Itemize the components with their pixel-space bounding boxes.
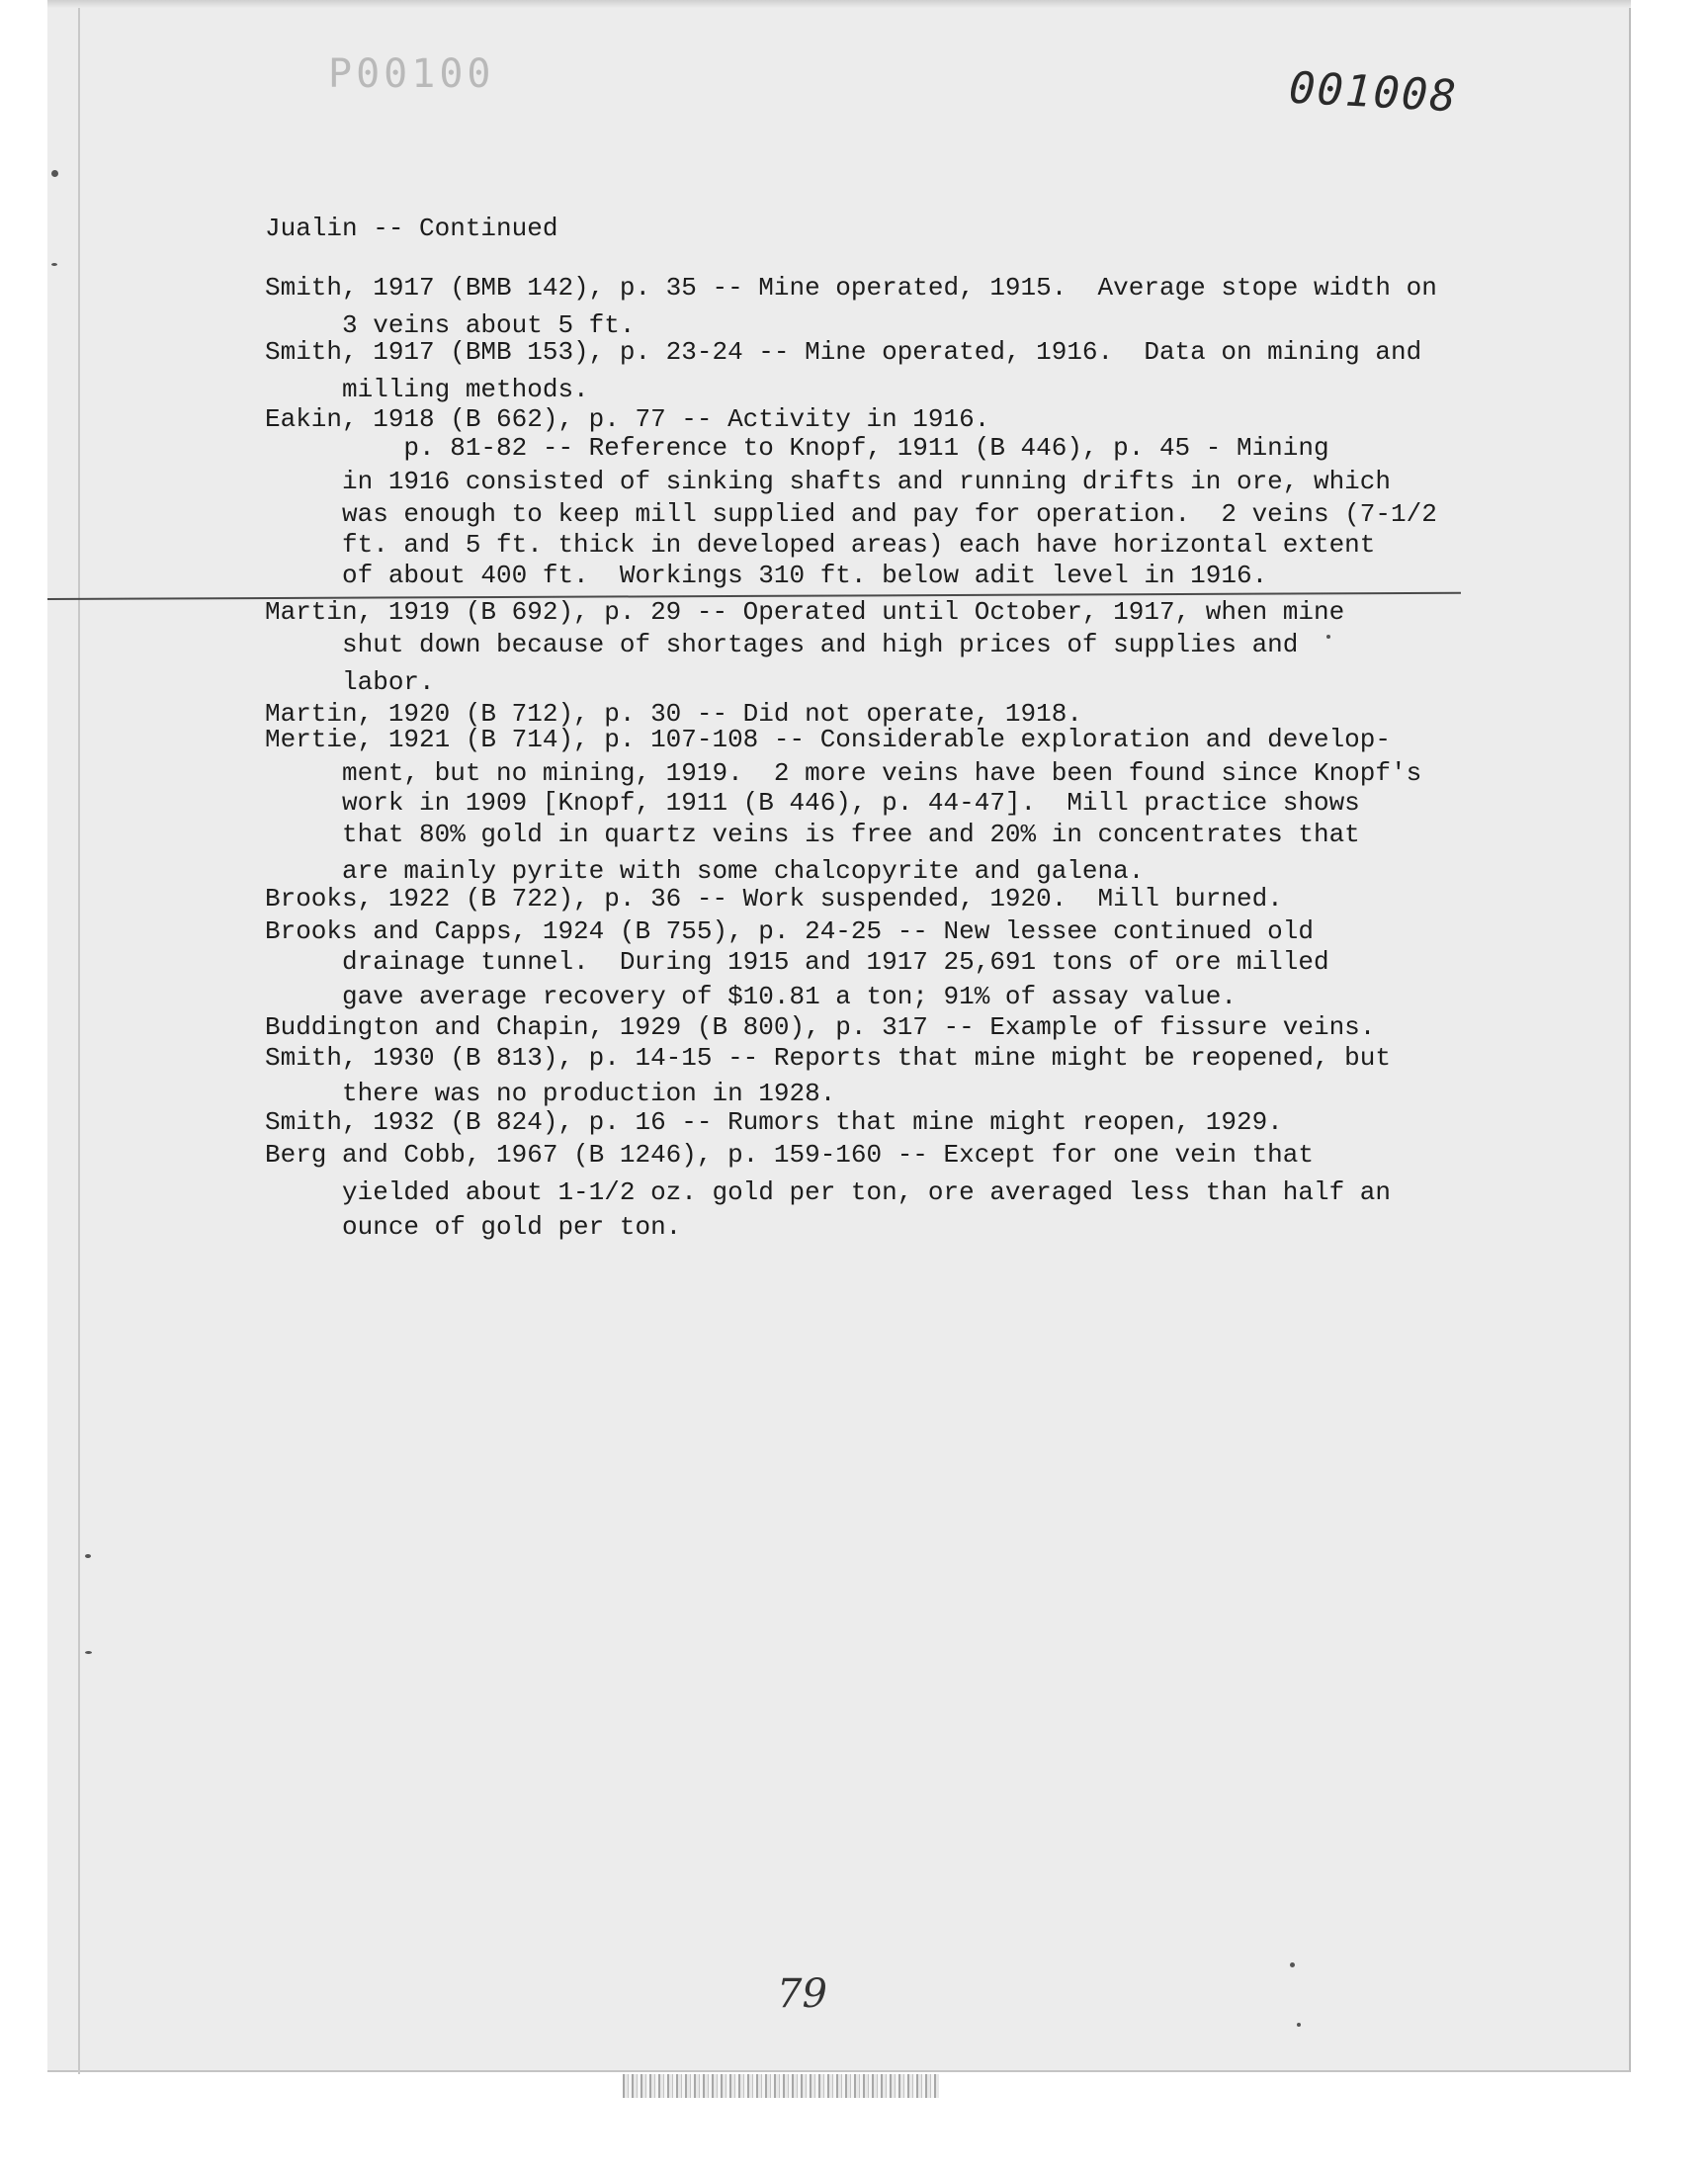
text-line: Brooks, 1922 (B 722), p. 36 -- Work suspended, 1920. Mill burned. xyxy=(265,884,1283,914)
scan-artifact-strip xyxy=(623,2074,939,2098)
scan-speck xyxy=(85,1554,91,1558)
text-line: Smith, 1930 (B 813), p. 14-15 -- Reports that mine might be reopened, but xyxy=(265,1043,1391,1073)
text-line: labor. xyxy=(265,667,435,697)
scan-speck xyxy=(1290,1962,1295,1967)
text-line: in 1916 consisted of sinking shafts and running drifts in ore, which xyxy=(265,467,1391,496)
text-line: ounce of gold per ton. xyxy=(265,1212,682,1242)
text-line: Martin, 1920 (B 712), p. 30 -- Did not operate, 1918. xyxy=(265,699,1082,729)
left-margin-rule xyxy=(78,8,80,2074)
text-line: Smith, 1932 (B 824), p. 16 -- Rumors that mine might reopen, 1929. xyxy=(265,1107,1283,1137)
page-number: 79 xyxy=(777,1971,827,2017)
scan-speck xyxy=(1326,635,1330,639)
section-heading: Jualin -- Continued xyxy=(265,214,558,243)
scan-speck xyxy=(85,1651,92,1654)
text-line: shut down because of shortages and high prices of supplies and xyxy=(265,630,1299,659)
text-line: gave average recovery of $10.81 a ton; 91% of assay value. xyxy=(265,982,1237,1011)
scan-speck xyxy=(51,170,58,177)
text-line: Brooks and Capps, 1924 (B 755), p. 24-25 -- New lessee continued old xyxy=(265,916,1314,946)
text-line: of about 400 ft. Workings 310 ft. below adit level in 1916. xyxy=(265,561,1268,590)
text-line: ment, but no mining, 1919. 2 more veins have been found since Knopf's xyxy=(265,758,1422,788)
text-line: 3 veins about 5 ft. xyxy=(265,310,636,340)
scan-speck xyxy=(1297,2023,1301,2027)
text-line: are mainly pyrite with some chalcopyrite and galena. xyxy=(265,856,1145,886)
text-line: there was no production in 1928. xyxy=(265,1079,836,1108)
text-line: Eakin, 1918 (B 662), p. 77 -- Activity in 1916. xyxy=(265,404,990,434)
text-line: was enough to keep mill supplied and pay for operation. 2 veins (7-1/2 xyxy=(265,499,1437,529)
text-line: ft. and 5 ft. thick in developed areas) each have horizontal extent xyxy=(265,530,1376,560)
stamp-top-right: 001008 xyxy=(1287,62,1460,123)
page-top-edge xyxy=(47,0,1631,8)
text-line: Mertie, 1921 (B 714), p. 107-108 -- Considerable exploration and develop- xyxy=(265,725,1391,754)
text-line: Martin, 1919 (B 692), p. 29 -- Operated until October, 1917, when mine xyxy=(265,597,1345,627)
scan-speck xyxy=(51,263,57,266)
text-line: drainage tunnel. During 1915 and 1917 25,691 tons of ore milled xyxy=(265,947,1329,977)
text-line: Berg and Cobb, 1967 (B 1246), p. 159-160 -- Except for one vein that xyxy=(265,1140,1314,1170)
text-line: yielded about 1-1/2 oz. gold per ton, ore averaged less than half an xyxy=(265,1177,1391,1207)
stamp-top-left: P00100 xyxy=(328,51,495,97)
text-line: work in 1909 [Knopf, 1911 (B 446), p. 44-47]. Mill practice shows xyxy=(265,788,1360,818)
text-line: that 80% gold in quartz veins is free and 20% in concentrates that xyxy=(265,820,1360,849)
text-line: Smith, 1917 (BMB 142), p. 35 -- Mine operated, 1915. Average stope width on xyxy=(265,273,1437,303)
text-line: p. 81-82 -- Reference to Knopf, 1911 (B 446), p. 45 - Mining xyxy=(265,433,1329,463)
text-line: milling methods. xyxy=(265,375,589,404)
text-line: Buddington and Chapin, 1929 (B 800), p. 317 -- Example of fissure veins. xyxy=(265,1012,1376,1042)
text-line: Smith, 1917 (BMB 153), p. 23-24 -- Mine operated, 1916. Data on mining and xyxy=(265,337,1422,367)
